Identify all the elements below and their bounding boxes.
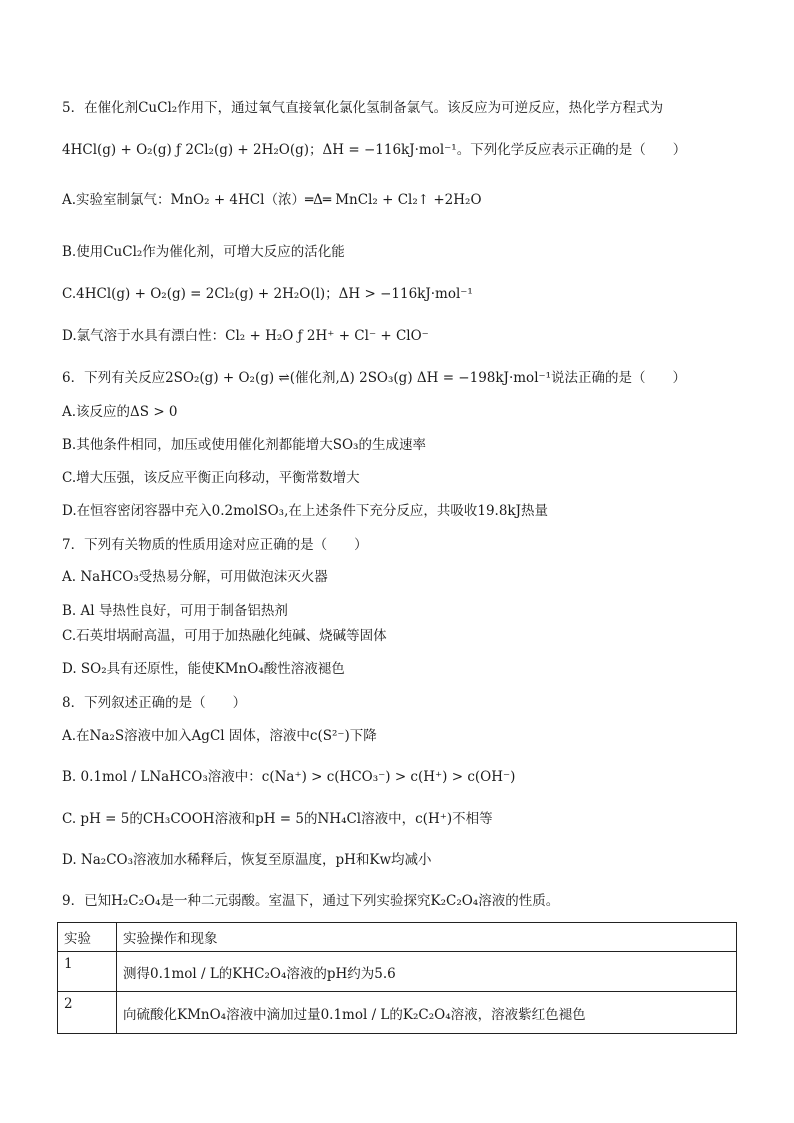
table-cell-procedure: 向硫酸化KMnO₄溶液中滴加过量0.1mol / L的K₂C₂O₄溶液，溶液紫红色褪色: [117, 992, 737, 1034]
q9-stem: 9．已知H₂C₂O₄是一种二元弱酸。室温下，通过下列实验探究K₂C₂O₄溶液的性质。: [62, 893, 560, 909]
q7-option-d: D. SO₂具有还原性，能使KMnO₄酸性溶液褪色: [62, 661, 345, 677]
q5-option-b: B.使用CuCl₂作为催化剂，可增大反应的活化能: [62, 244, 345, 260]
q5-option-a: A.实验室制氯气：MnO₂ + 4HCl（浓）═Δ═ MnCl₂ + Cl₂↑ +2H₂O: [62, 192, 482, 208]
table-header-procedure: 实验操作和现象: [117, 923, 737, 952]
q9-experiment-table: [57, 922, 737, 1034]
table-header-experiment: 实验: [58, 923, 117, 952]
q6-stem: 6．下列有关反应2SO₂(g) + O₂(g) ⇌(催化剂,Δ) 2SO₃(g) ΔH = −198kJ·mol⁻¹说法正确的是（ ）: [62, 370, 687, 386]
q7-stem: 7．下列有关物质的性质用途对应正确的是（ ）: [62, 537, 368, 553]
table-row: [58, 952, 737, 992]
q5-stem: 5．在催化剂CuCl₂作用下，通过氧气直接氧化氯化氢制备氯气。该反应为可逆反应，热化学方程式为: [62, 100, 664, 116]
q8-option-c: C. pH = 5的CH₃COOH溶液和pH = 5的NH₄Cl溶液中，c(H⁺)不相等: [62, 811, 493, 827]
q8-option-a: A.在Na₂S溶液中加入AgCl 固体，溶液中c(S²⁻)下降: [62, 728, 377, 744]
q7-option-c: C.石英坩埚耐高温，可用于加热融化纯碱、烧碱等固体: [62, 628, 387, 644]
q6-option-c: C.增大压强，该反应平衡正向移动，平衡常数增大: [62, 470, 360, 486]
q5-option-c: C.4HCl(g) + O₂(g) = 2Cl₂(g) + 2H₂O(l)；ΔH > −116kJ·mol⁻¹: [62, 286, 473, 302]
q8-stem: 8．下列叙述正确的是（ ）: [62, 695, 247, 711]
q7-option-b: B. Al 导热性良好，可用于制备铝热剂: [62, 603, 288, 619]
q6-option-a: A.该反应的ΔS > 0: [62, 404, 178, 420]
q6-option-b: B.其他条件相同，加压或使用催化剂都能增大SO₃的生成速率: [62, 437, 426, 453]
q6-option-d: D.在恒容密闭容器中充入0.2molSO₃,在上述条件下充分反应，共吸收19.8kJ热量: [62, 503, 549, 519]
q8-option-d: D. Na₂CO₃溶液加水稀释后，恢复至原温度，pH和Kw均减小: [62, 852, 432, 868]
table-cell-procedure: 测得0.1mol / L的KHC₂O₄溶液的pH约为5.6: [117, 952, 737, 992]
q5-equation: 4HCl(g) + O₂(g) ƒ 2Cl₂(g) + 2H₂O(g)；ΔH = −116kJ·mol⁻¹。下列化学反应表示正确的是（ ）: [62, 142, 687, 158]
q5-option-d: D.氯气溶于水具有漂白性：Cl₂ + H₂O ƒ 2H⁺ + Cl⁻ + ClO⁻: [62, 328, 429, 344]
table-header-row: [58, 923, 737, 952]
table-cell-number: 1: [58, 952, 117, 992]
q7-option-a: A. NaHCO₃受热易分解，可用做泡沫灭火器: [62, 569, 328, 585]
table-row: [58, 992, 737, 1034]
table-cell-number: 2: [58, 992, 117, 1034]
q8-option-b: B. 0.1mol / LNaHCO₃溶液中：c(Na⁺) > c(HCO₃⁻) > c(H⁺) > c(OH⁻): [62, 769, 516, 785]
